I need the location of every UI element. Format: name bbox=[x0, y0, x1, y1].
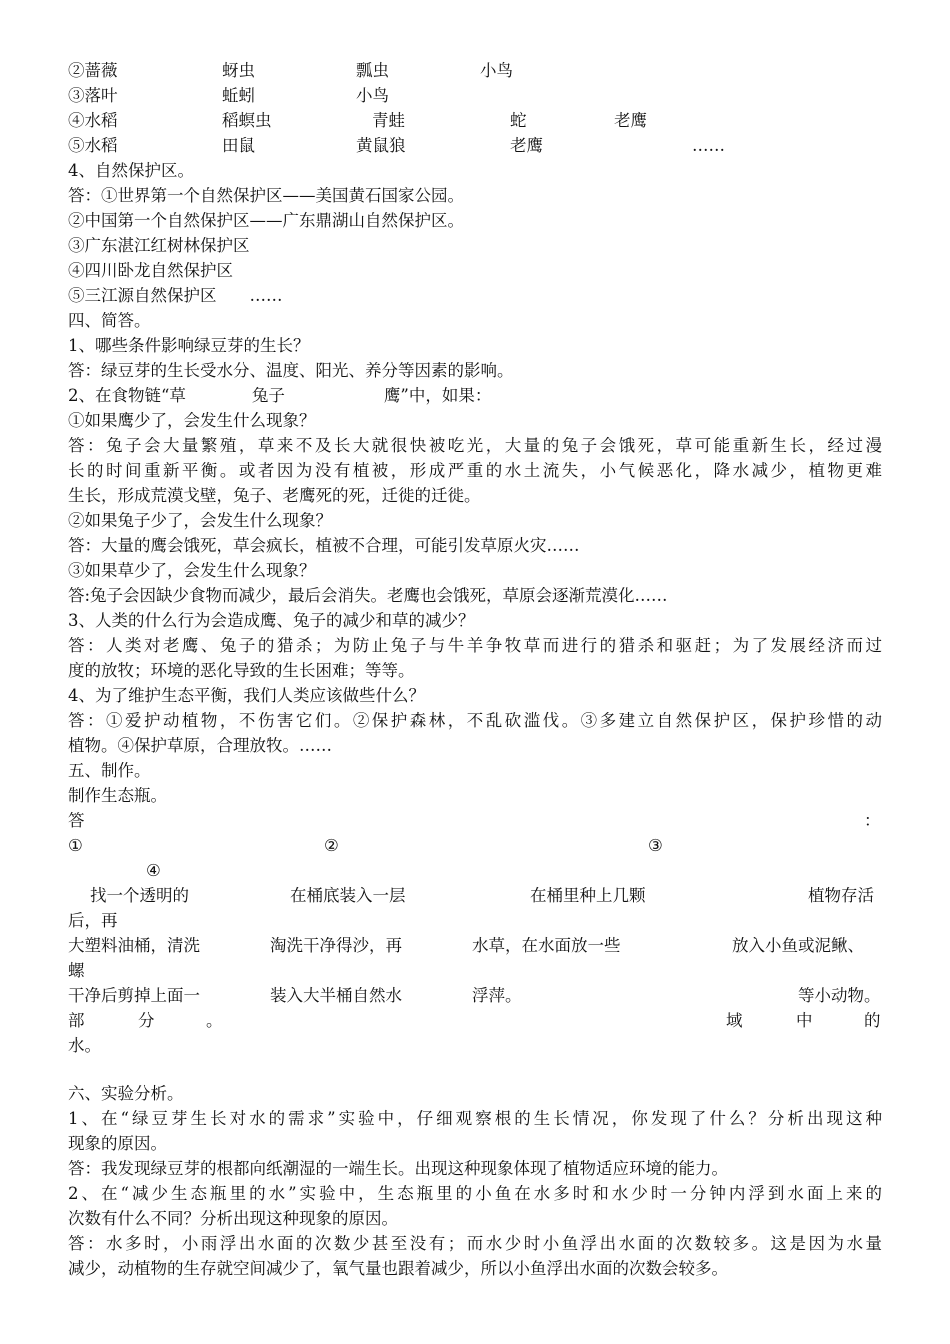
chain-4-item-5: 老鹰 bbox=[614, 111, 647, 130]
question-line: ①如果鹰少了，会发生什么现象？ bbox=[68, 411, 316, 430]
chain-3-item-1: ③落叶 bbox=[68, 86, 118, 105]
heading-nature-reserve: 4、自然保护区。 bbox=[68, 161, 194, 180]
step-3-text: 在桶里种上几颗 bbox=[530, 886, 646, 905]
chain-5-item-4: 老鹰 bbox=[510, 136, 543, 155]
answer-line: 答：①爱护动植物，不伤害它们。②保护森林，不乱砍滥伐。③多建立自然保护区，保护珍惜的动 bbox=[68, 711, 882, 730]
answer-line: 答：大量的鹰会饿死，草会疯长，植被不合理，可能引发草原火灾…… bbox=[68, 536, 580, 555]
answer-line: 答：绿豆芽的生长受水分、温度、阳光、养分等因素的影响。 bbox=[68, 361, 514, 380]
answer-line: ⑤三江源自然保护区 …… bbox=[68, 286, 283, 305]
chain-3-item-2: 蚯蚓 bbox=[222, 86, 255, 105]
step-2-text: 在桶底装入一层 bbox=[290, 886, 406, 905]
step-4-char: 中 bbox=[796, 1011, 813, 1030]
chain-5-item-3: 黄鼠狼 bbox=[356, 136, 406, 155]
answer-line: 植物。④保护草原，合理放牧。…… bbox=[68, 736, 332, 755]
step-number-1: ① bbox=[68, 836, 83, 855]
section-heading-4: 四、简答。 bbox=[68, 311, 151, 330]
answer-line: 答：①世界第一个自然保护区——美国黄石国家公园。 bbox=[68, 186, 464, 205]
step-1-char: 部 bbox=[68, 1011, 85, 1030]
answer-line: ③广东湛江红树林保护区 bbox=[68, 236, 250, 255]
chain-5-item-2: 田鼠 bbox=[222, 136, 255, 155]
section-heading-6: 六、实验分析。 bbox=[68, 1084, 184, 1103]
answer-line: 长的时间重新平衡。或者因为没有植被，形成严重的水土流失，小气候恶化，降水减少，植物更难 bbox=[68, 461, 882, 480]
chain-4-item-1: ④水稻 bbox=[68, 111, 118, 130]
step-4-text: 水。 bbox=[68, 1036, 101, 1055]
question-line: 4、为了维护生态平衡，我们人类应该做些什么？ bbox=[68, 686, 425, 705]
question-line: 现象的原因。 bbox=[68, 1134, 167, 1153]
answer-line: ④四川卧龙自然保护区 bbox=[68, 261, 233, 280]
chain-2-item-3: 瓢虫 bbox=[356, 61, 389, 80]
answer-line: 答:兔子会因缺少食物而减少，最后会消失。老鹰也会饿死，草原会逐渐荒漠化…… bbox=[68, 586, 668, 605]
question-line: 1、哪些条件影响绿豆芽的生长？ bbox=[68, 336, 310, 355]
task-line: 制作生态瓶。 bbox=[68, 786, 167, 805]
question-line: 1、在“绿豆芽生长对水的需求”实验中，仔细观察根的生长情况，你发现了什么？分析出现这种 bbox=[68, 1109, 882, 1128]
step-1-text: 大塑料油桶，清洗 bbox=[68, 936, 200, 955]
answer-line: ②中国第一个自然保护区——广东鼎湖山自然保护区。 bbox=[68, 211, 464, 230]
step-number-2: ② bbox=[324, 836, 339, 855]
step-1-text: 找一个透明的 bbox=[90, 886, 189, 905]
answer-line: 答：人类对老鹰、兔子的猎杀；为防止兔子与牛羊争牧草而进行的猎杀和驱赶；为了发展经济而过 bbox=[68, 636, 882, 655]
chain-2-item-2: 蚜虫 bbox=[222, 61, 255, 80]
step-4-text: 等小动物。 bbox=[798, 986, 881, 1005]
step-3-text: 水草，在水面放一些 bbox=[472, 936, 621, 955]
step-4-text: 放入小鱼或泥鳅、 bbox=[732, 936, 864, 955]
step-4-char: 的 bbox=[864, 1011, 881, 1030]
question-line: 3、人类的什么行为会造成鹰、兔子的减少和草的减少？ bbox=[68, 611, 475, 630]
answer-line: 生长，形成荒漠戈壁，兔子、老鹰死的死，迁徙的迁徙。 bbox=[68, 486, 481, 505]
step-4-text: 植物存活 bbox=[808, 886, 874, 905]
step-4-text: 螺 bbox=[68, 961, 85, 980]
step-number-4: ④ bbox=[146, 861, 161, 880]
question-line: ②如果兔子少了，会发生什么现象？ bbox=[68, 511, 332, 530]
step-1-text: 干净后剪掉上面一 bbox=[68, 986, 200, 1005]
step-4-char: 域 bbox=[726, 1011, 743, 1030]
chain-2-item-1: ②蔷薇 bbox=[68, 61, 118, 80]
question-line: 次数有什么不同？分析出现这种现象的原因。 bbox=[68, 1209, 398, 1228]
chain-4-item-2: 稻螟虫 bbox=[222, 111, 272, 130]
answer-line: 度的放牧；环境的恶化导致的生长困难；等等。 bbox=[68, 661, 415, 680]
answer-colon: ： bbox=[864, 811, 881, 830]
chain-4-item-3: 青蛙 bbox=[372, 111, 405, 130]
answer-line: 答：水多时，小雨浮出水面的次数少甚至没有；而水少时小鱼浮出水面的次数较多。这是因为水量 bbox=[68, 1234, 882, 1253]
chain-2-item-4: 小鸟 bbox=[480, 61, 513, 80]
question-line: 2、在“减少生态瓶里的水”实验中，生态瓶里的小鱼在水多时和水少时一分钟内浮到水面上来的 bbox=[68, 1184, 882, 1203]
step-4-text: 后，再 bbox=[68, 911, 118, 930]
step-1-char: 分 bbox=[138, 1011, 155, 1030]
chain-5-item-5: …… bbox=[692, 136, 725, 155]
section-heading-5: 五、制作。 bbox=[68, 761, 151, 780]
step-2-text: 淘洗干净得沙，再 bbox=[270, 936, 402, 955]
answer-line: 答：我发现绿豆芽的根都向纸潮湿的一端生长。出现这种现象体现了植物适应环境的能力。 bbox=[68, 1159, 728, 1178]
step-1-char: 。 bbox=[206, 1011, 223, 1030]
answer-line: 减少，动植物的生存就空间减少了，氧气量也跟着减少，所以小鱼浮出水面的次数会较多。 bbox=[68, 1259, 728, 1278]
step-3-text: 浮萍。 bbox=[472, 986, 522, 1005]
step-2-text: 装入大半桶自然水 bbox=[270, 986, 402, 1005]
question-line: 2、在食物链“草 兔子 鹰”中，如果： bbox=[68, 386, 492, 405]
answer-label: 答 bbox=[68, 811, 85, 830]
chain-3-item-3: 小鸟 bbox=[356, 86, 389, 105]
chain-4-item-4: 蛇 bbox=[510, 111, 527, 130]
step-number-3: ③ bbox=[648, 836, 663, 855]
question-line: ③如果草少了，会发生什么现象？ bbox=[68, 561, 316, 580]
answer-line: 答：兔子会大量繁殖，草来不及长大就很快被吃光，大量的兔子会饿死，草可能重新生长，经过漫 bbox=[68, 436, 882, 455]
chain-5-item-1: ⑤水稻 bbox=[68, 136, 118, 155]
